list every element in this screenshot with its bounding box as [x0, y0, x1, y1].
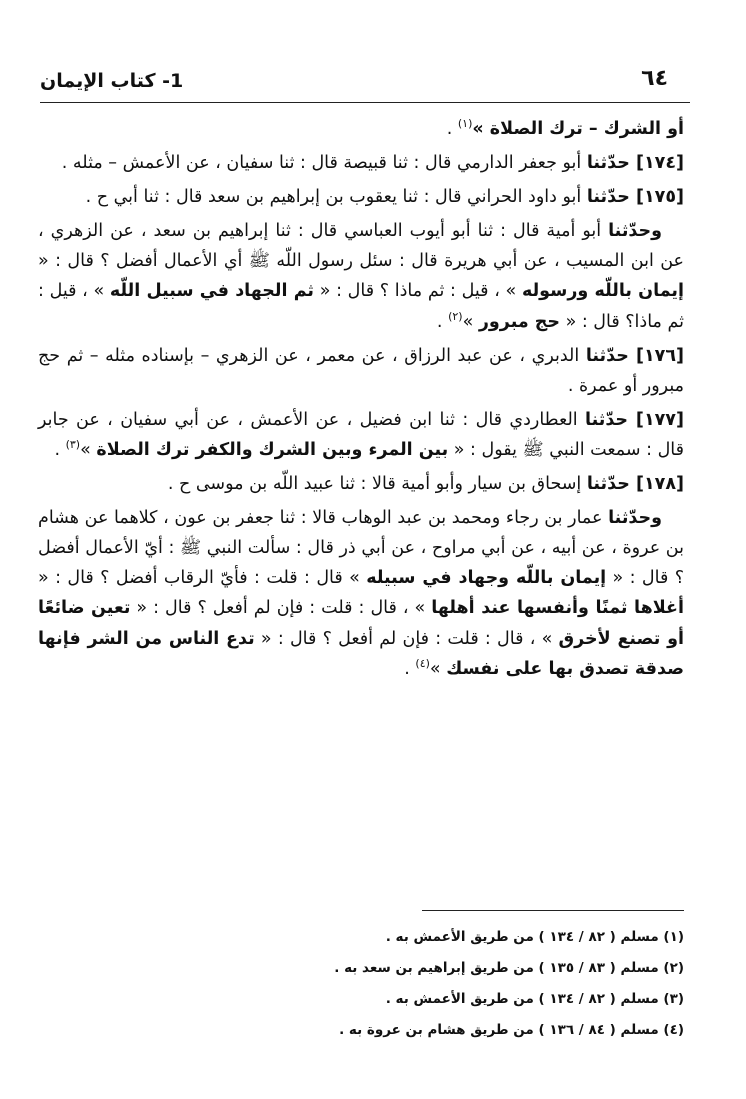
- footnote: (٣) مسلم ( ٨٢ / ١٣٤ ) من طريق الأعمش به .: [385, 991, 684, 1007]
- text-segment: »: [462, 311, 479, 332]
- bold-text: إيمان باللّه وجهاد في سبيله: [366, 568, 607, 589]
- page-header: [40, 58, 690, 103]
- text-segment: أبو داود الحراني قال : ثنا يعقوب بن إبراهيم بن سعد قال : ثنا أبي ح .: [85, 187, 587, 208]
- text-segment: »: [429, 658, 447, 679]
- text-segment: .: [436, 311, 449, 332]
- footnote: (٢) مسلم ( ٨٣ / ١٣٥ ) من طريق إبراهيم بن سعد به .: [334, 960, 684, 976]
- text-segment: » ، قيل : ثم ماذا ؟ قال : «: [314, 281, 522, 302]
- bold-text: [١٧٤] حدّثنا: [586, 153, 684, 174]
- text-segment: أبو جعفر الدارمي قال : ثنا قبيصة قال : ثنا سفيان ، عن الأعمش – مثله .: [61, 153, 587, 174]
- bold-text: أو الشرك – ترك الصلاة »: [472, 119, 684, 139]
- text-segment: العطاردي قال : ثنا ابن فضيل ، عن الأعمش ، عن أبي سفيان ، عن جابر قال : سمعت النبي ﷺ يقول : «: [38, 409, 684, 460]
- bold-text: وحدّثنا: [608, 508, 662, 529]
- bold-text: إيمان باللّه ورسوله: [521, 281, 684, 302]
- text-segment: » ، قال : قلت : فإن لم أفعل ؟ قال : «: [130, 598, 432, 619]
- paragraph: [38, 148, 684, 178]
- footnote-marker: (٤): [415, 656, 430, 670]
- paragraph: [38, 469, 684, 499]
- bold-text: تدع الناس من الشر فإنها صدقة تصدق بها على نفسك: [38, 628, 684, 679]
- paragraph: [38, 216, 684, 336]
- bold-text: أغلاها ثمنًا وأنفسها عند أهلها: [431, 598, 684, 619]
- text-segment: » ، قيل : ثم ماذا؟ قال : «: [38, 281, 684, 332]
- bold-text: [١٧٧] حدّثنا: [585, 409, 684, 430]
- footnote: (١) مسلم ( ٨٢ / ١٣٤ ) من طريق الأعمش به .: [385, 929, 684, 945]
- footnote-marker: (٢): [448, 309, 463, 323]
- text-segment: .: [54, 439, 66, 460]
- footnote: (٤) مسلم ( ٨٤ / ١٣٦ ) من طريق هشام بن عروة به .: [339, 1022, 684, 1038]
- bold-text: [١٧٥] حدّثنا: [586, 187, 684, 208]
- bold-text: بين المرء وبين الشرك والكفر ترك الصلاة: [96, 439, 449, 460]
- paragraph: [38, 503, 684, 684]
- bold-text: تعين ضائعًا أو تصنع لأخرق: [38, 598, 684, 649]
- main-text: [38, 114, 684, 688]
- text-segment: » ، قال : قلت : فإن لم أفعل ؟ قال : «: [254, 628, 559, 649]
- paragraph: [38, 405, 684, 465]
- text-segment: الدبري ، عن عبد الرزاق ، عن معمر ، عن الزهري – بإسناده مثله – ثم حج مبرور أو عمرة .: [38, 345, 684, 396]
- running-title: 1- كتاب الإيمان: [40, 70, 184, 92]
- text-segment: » قال : قلت : فأيّ الرقاب أفضل ؟ قال : «: [38, 568, 367, 589]
- footnote-divider: [422, 910, 684, 911]
- bold-text: ثم الجهاد في سبيل اللّه: [109, 281, 314, 302]
- bold-text: وحدّثنا: [608, 221, 662, 242]
- paragraph: [38, 182, 684, 212]
- text-segment: إسحاق بن سيار وأبو أمية قالا : ثنا عبيد اللّه بن موسى ح .: [167, 474, 587, 495]
- bold-text: [١٧٨] حدّثنا: [586, 474, 684, 495]
- paragraph: [38, 341, 684, 401]
- footnotes: [200, 922, 684, 1046]
- bold-text: [١٧٦] حدّثنا: [585, 345, 684, 366]
- footnote-marker: (١): [457, 117, 473, 131]
- text-segment: .: [404, 658, 416, 679]
- text-segment: أبو أمية قال : ثنا أبو أيوب العباسي قال : ثنا إبراهيم بن سعد ، عن الزهري ، عن ابن المسيب ، عن أبي هريرة قال : سئل رسول اللّه ﷺ أي الأعمال أفضل ؟ قال : «: [38, 221, 684, 272]
- text-segment: عمار بن رجاء ومحمد بن عبد الوهاب قالا : ثنا جعفر بن عون ، كلاهما عن هشام بن عروة ، عن أبيه ، عن أبي مراوح ، عن أبي ذر قال : سألت النبي ﷺ : أيّ الأعمال أفضل ؟ قال : «: [38, 508, 684, 589]
- bold-text: حج مبرور: [478, 311, 560, 332]
- text-segment: »: [80, 439, 97, 460]
- page-number: ٦٤: [641, 66, 668, 91]
- text-segment: .: [446, 119, 458, 139]
- paragraph: [38, 114, 684, 144]
- footnote-marker: (٣): [65, 438, 81, 452]
